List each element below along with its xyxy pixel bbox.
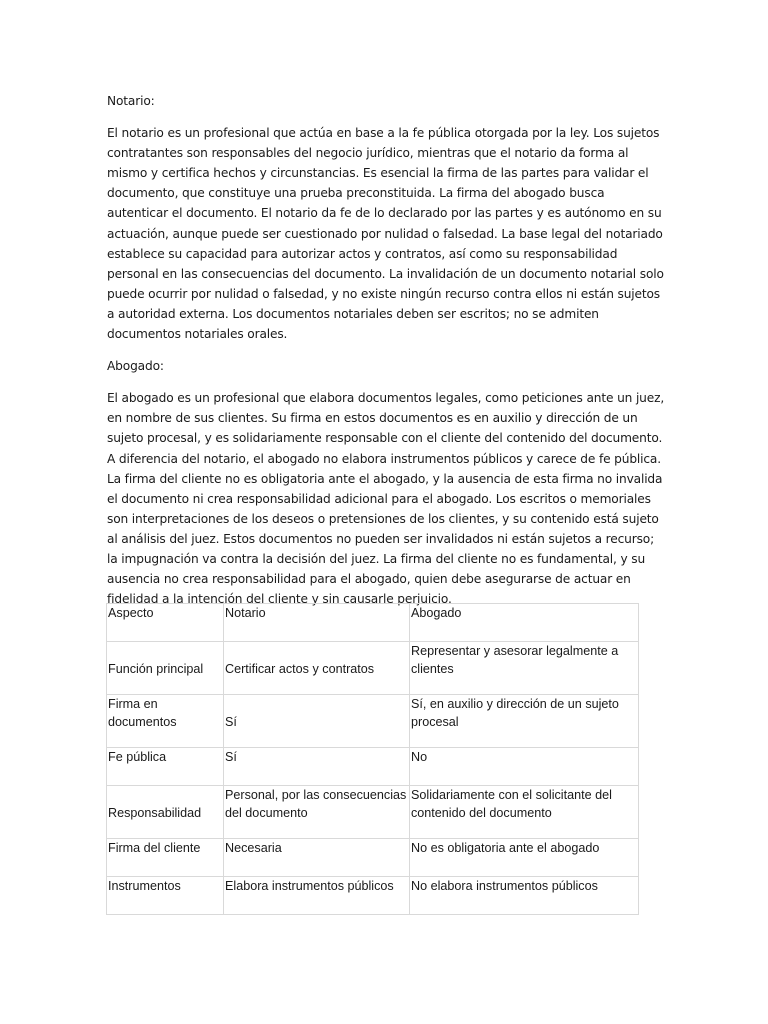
- cell-text: Función principal: [108, 662, 204, 676]
- cell-text: Personal, por las consecuencias del documento: [225, 788, 407, 820]
- cell-text: Representar y asesorar legalmente a clientes: [411, 644, 619, 676]
- table-cell: [224, 642, 410, 695]
- table-cell: Fe pública: [107, 748, 224, 786]
- cell-text: Solidariamente con el solicitante del contenido del documento: [411, 788, 612, 820]
- table-cell: No es obligatoria ante el abogado: [410, 839, 639, 877]
- abogado-paragraph: El abogado es un profesional que elabora documentos legales, como peticiones ante un juez, en nombre de sus clientes. Su firma en estos documentos es en auxilio y dirección de un sujeto procesal, y es solidariamente responsable con el cliente del contenido del documento. A diferencia del notario, el abogado no elabora instrumentos públicos y carece de fe pública. La firma del cliente no es obligatoria ante el abogado, y la ausencia de esta firma no invalida el documento ni crea responsabilidad adicional para el abogado. Los escritos o memoriales son interpretaciones de los deseos o pretensiones de los clientes, y su contenido está sujeto al análisis del juez. Estos documentos no pueden ser invalidados ni están sujetos a recurso; la impugnación va contra la decisión del juez. La firma del cliente no es fundamental, y su ausencia no crea responsabilidad para el abogado, quien debe asegurarse de actuar en fidelidad a la intención del cliente y sin causarle perjuicio.: [107, 391, 665, 607]
- table-row: [107, 748, 639, 786]
- table-row: [107, 877, 639, 915]
- table-cell: Sí: [224, 748, 410, 786]
- table-cell: Firma del cliente: [107, 839, 224, 877]
- table-cell: [224, 786, 410, 839]
- table-header-row: [107, 604, 639, 642]
- table-cell: Instrumentos: [107, 877, 224, 915]
- table-cell: [410, 642, 639, 695]
- table-cell: Elabora instrumentos públicos: [224, 877, 410, 915]
- table-row: [107, 695, 639, 748]
- table-cell: No elabora instrumentos públicos: [410, 877, 639, 915]
- table-cell: [107, 695, 224, 748]
- table-cell: No: [410, 748, 639, 786]
- table-row: [107, 642, 639, 695]
- table-cell: [224, 695, 410, 748]
- table-header-cell: Abogado: [410, 604, 639, 642]
- table-row: [107, 839, 639, 877]
- notario-paragraph: El notario es un profesional que actúa en base a la fe pública otorgada por la ley. Los sujetos contratantes son responsables del negocio jurídico, mientras que el notario da forma al mismo y certifica hechos y circunstancias. Es esencial la firma de las partes para validar el documento, que constituye una prueba preconstituida. La firma del abogado busca autenticar el documento. El notario da fe de lo declarado por las partes y es autónomo en su actuación, aunque puede ser cuestionado por nulidad o falsedad. La base legal del notariado establece su capacidad para autorizar actos y contratos, así como su responsabilidad personal en las consecuencias del documento. La invalidación de un documento notarial solo puede ocurrir por nulidad o falsedad, y no existe ningún recurso contra ellos ni están sujetos a autoridad externa. Los documentos notariales deben ser escritos; no se admiten documentos notariales orales.: [107, 126, 664, 342]
- notario-heading: Notario:: [107, 94, 155, 108]
- table-cell: [410, 695, 639, 748]
- cell-text: Sí: [225, 715, 237, 729]
- document-body: [107, 91, 667, 622]
- cell-text: Responsabilidad: [108, 806, 202, 820]
- table-cell: Necesaria: [224, 839, 410, 877]
- abogado-heading: Abogado:: [107, 359, 164, 374]
- cell-text: Certificar actos y contratos: [225, 662, 375, 676]
- table-header-cell: Notario: [224, 604, 410, 642]
- table-cell: [107, 786, 224, 839]
- cell-text: Sí, en auxilio y dirección de un sujeto procesal: [411, 697, 619, 729]
- table-cell: [107, 642, 224, 695]
- cell-text: Firma en documentos: [108, 697, 177, 729]
- table-row: [107, 786, 639, 839]
- table-header-cell: Aspecto: [107, 604, 224, 642]
- table-cell: [410, 786, 639, 839]
- comparison-table: [106, 603, 639, 915]
